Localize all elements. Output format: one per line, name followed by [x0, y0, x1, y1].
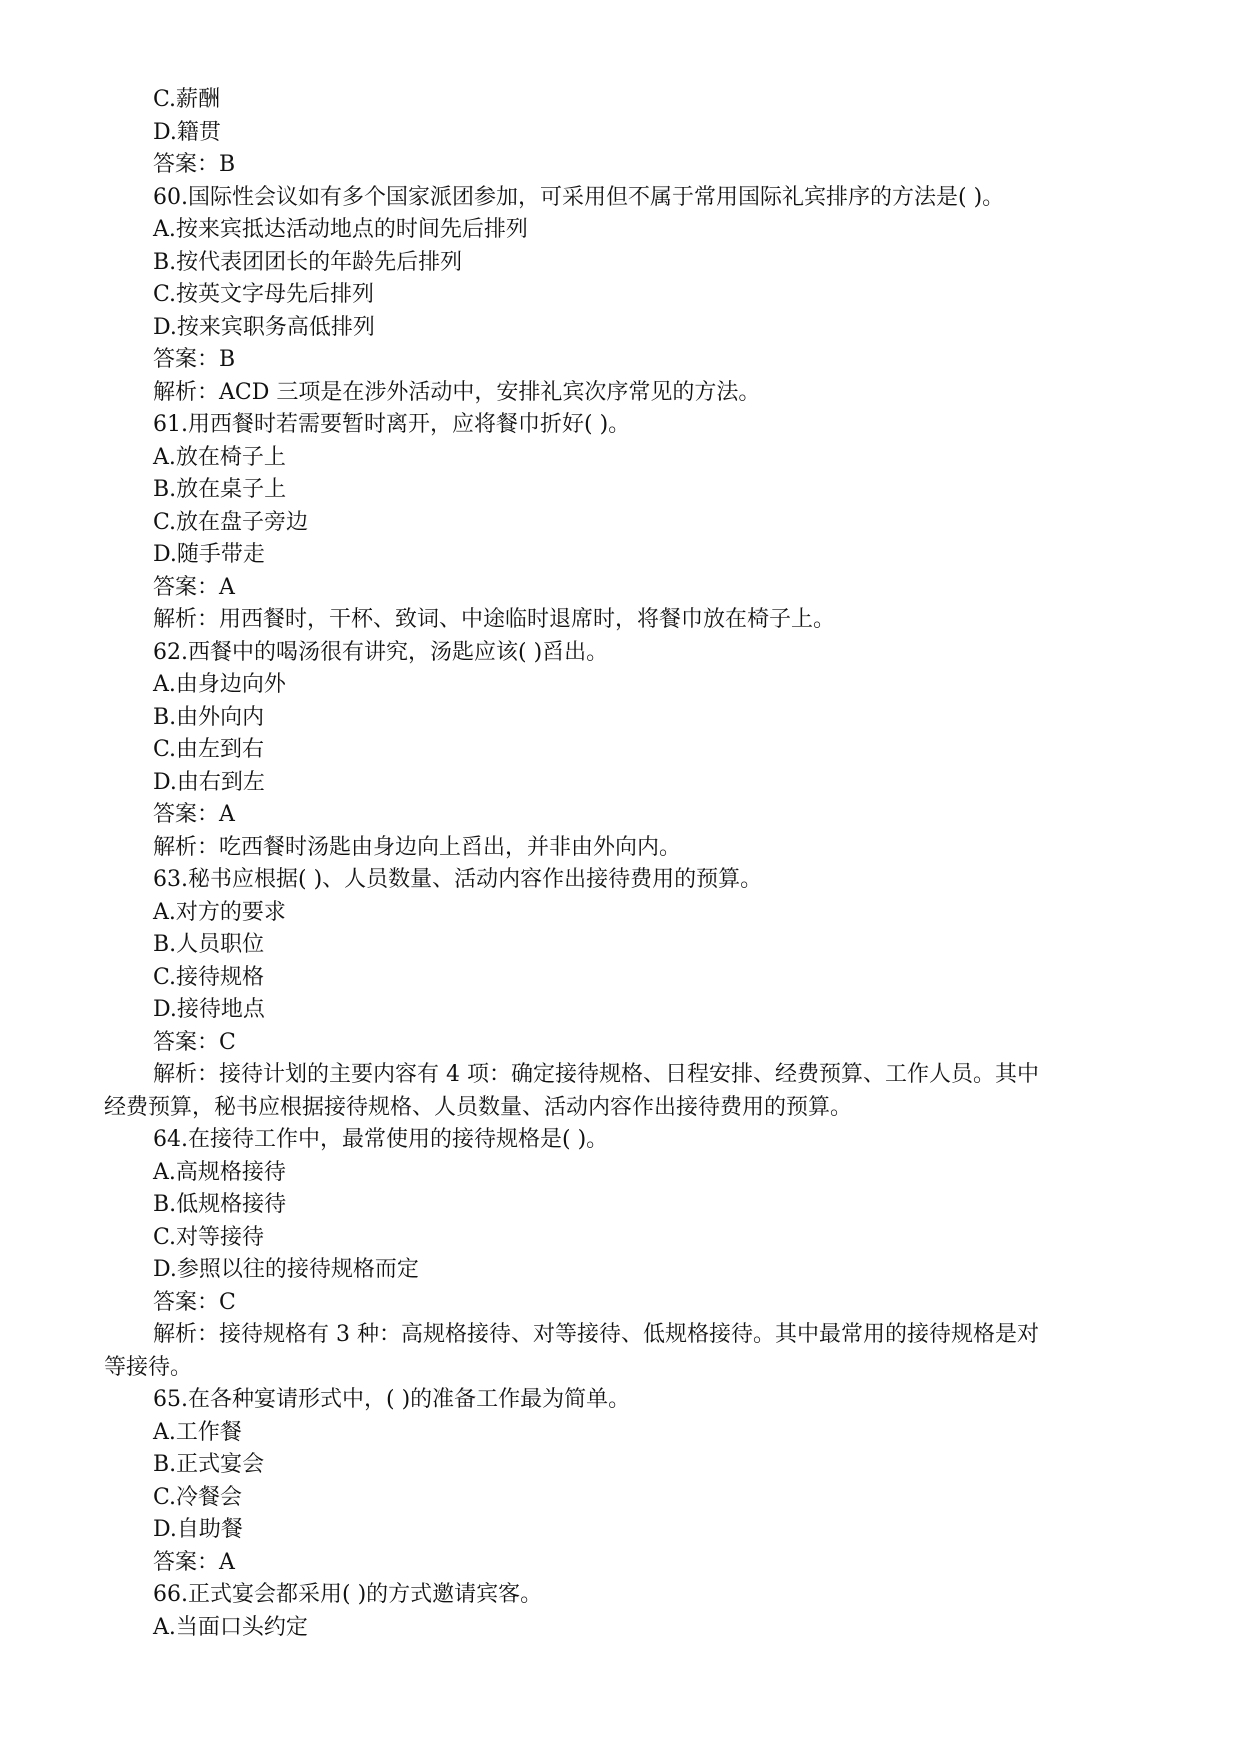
question-61: 61.用西餐时若需要暂时离开，应将餐巾折好( )。 [153, 412, 631, 437]
explanation-continuation: 经费预算，秘书应根据接待规格、人员数量、活动内容作出接待费用的预算。 [104, 1094, 853, 1120]
option-line: A.当面口头约定 [153, 1614, 308, 1640]
option-line: D.自助餐 [153, 1517, 243, 1542]
option-line: B.低规格接待 [153, 1192, 287, 1217]
option-line: A.对方的要求 [153, 899, 286, 925]
option-line: B.由外向内 [153, 704, 265, 730]
answer-line: 答案：A [153, 574, 235, 600]
option-line: A.由身边向外 [153, 672, 286, 697]
question-66: 66.正式宴会都采用( )的方式邀请宾客。 [153, 1582, 543, 1607]
question-62: 62.西餐中的喝汤很有讲究，汤匙应该( )舀出。 [153, 639, 609, 665]
question-60: 60.国际性会议如有多个国家派团参加，可采用但不属于常用国际礼宾排序的方法是( )。 [153, 184, 1005, 210]
answer-line: 答案：A [153, 802, 235, 827]
option-line: C.按英文字母先后排列 [153, 282, 375, 307]
option-line: A.放在椅子上 [153, 444, 286, 470]
question-list [104, 84, 1164, 1644]
answer-line: 答案：C [153, 1029, 236, 1055]
explanation-paragraph [104, 1319, 1164, 1384]
option-line: C.薪酬 [153, 87, 221, 112]
option-line: D.按来宾职务高低排列 [153, 314, 375, 340]
option-line: D.由右到左 [153, 769, 265, 795]
option-line: C.对等接待 [153, 1224, 265, 1250]
answer-line: 答案：B [153, 347, 236, 372]
answer-line: 答案：C [153, 1289, 236, 1315]
option-line: B.人员职位 [153, 932, 265, 957]
option-line: A.工作餐 [153, 1419, 242, 1445]
option-line: C.冷餐会 [153, 1484, 243, 1510]
explanation-line: 解析：用西餐时，干杯、致词、中途临时退席时，将餐巾放在椅子上。 [153, 607, 836, 632]
explanation-line: 解析：吃西餐时汤匙由身边向上舀出，并非由外向内。 [153, 834, 682, 860]
option-line: C.接待规格 [153, 964, 265, 990]
option-line: C.放在盘子旁边 [153, 509, 309, 535]
option-line: A.高规格接待 [153, 1159, 286, 1185]
explanation-paragraph [104, 1059, 1164, 1124]
option-line: B.正式宴会 [153, 1452, 265, 1477]
question-64: 64.在接待工作中，最常使用的接待规格是( )。 [153, 1127, 609, 1152]
explanation-first-line: 解析：接待计划的主要内容有 4 项：确定接待规格、日程安排、经费预算、工作人员。其中 [153, 1062, 1039, 1087]
question-63: 63.秘书应根据( )、人员数量、活动内容作出接待费用的预算。 [153, 867, 763, 892]
explanation-continuation: 等接待。 [104, 1354, 193, 1380]
option-line: D.随手带走 [153, 542, 265, 567]
option-line: B.按代表团团长的年龄先后排列 [153, 249, 463, 275]
option-line: D.籍贯 [153, 119, 221, 145]
answer-line: 答案：B [153, 152, 236, 177]
option-line: A.按来宾抵达活动地点的时间先后排列 [153, 217, 528, 242]
option-line: D.接待地点 [153, 997, 265, 1022]
explanation-first-line: 解析：接待规格有 3 种：高规格接待、对等接待、低规格接待。其中最常用的接待规格是对 [153, 1322, 1039, 1347]
question-65: 65.在各种宴请形式中，( )的准备工作最为简单。 [153, 1387, 631, 1412]
option-line: B.放在桌子上 [153, 477, 287, 502]
option-line: D.参照以往的接待规格而定 [153, 1257, 419, 1282]
option-line: C.由左到右 [153, 737, 265, 762]
answer-line: 答案：A [153, 1549, 235, 1575]
explanation-line: 解析：ACD 三项是在涉外活动中，安排礼宾次序常见的方法。 [153, 379, 761, 405]
